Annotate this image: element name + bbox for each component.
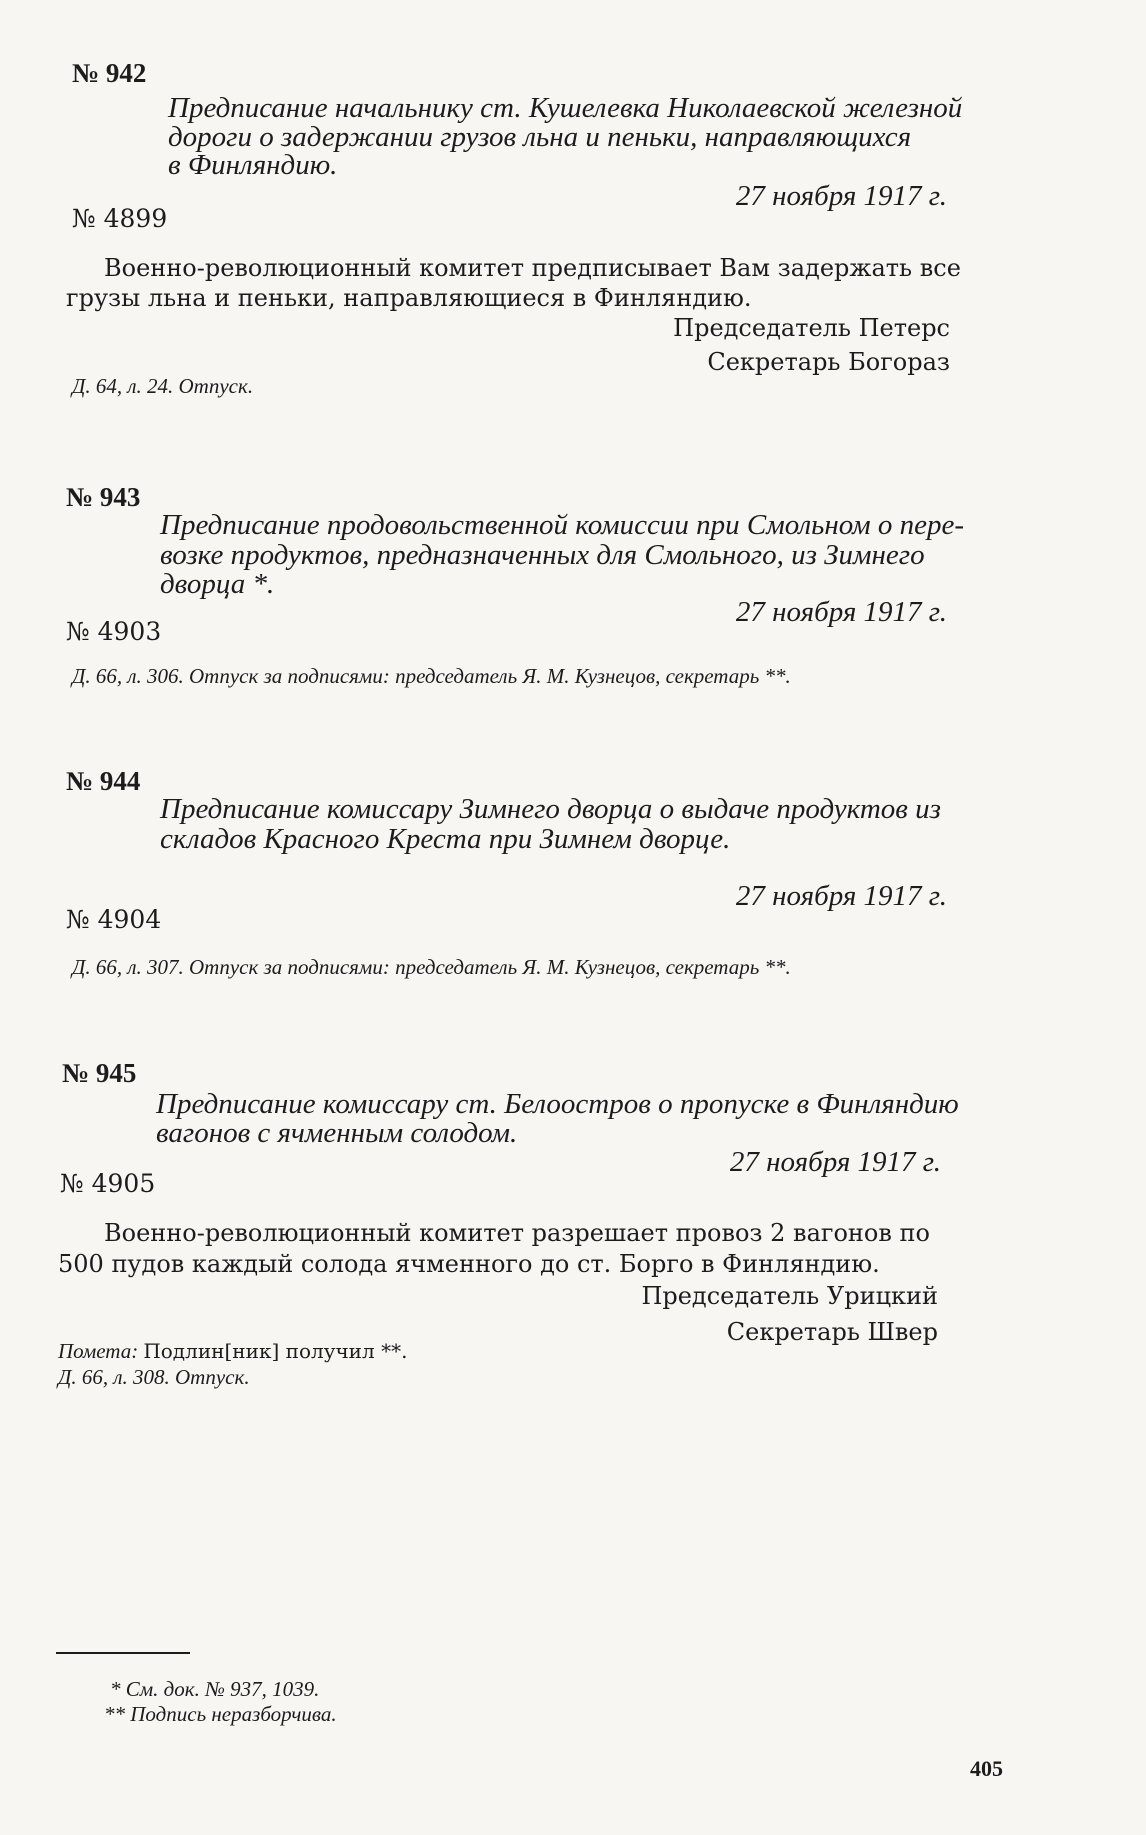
signature-chairman: Председатель Урицкий [641, 1282, 938, 1310]
doc-number: № 943 [66, 482, 141, 512]
doc-body-line: 500 пудов каждый солода ячменного до ст. Борго в Финляндию. [58, 1250, 880, 1278]
footnote-divider [56, 1652, 190, 1654]
doc-title-line: дороги о задержании грузов льна и пеньки, направляющихся [168, 121, 912, 153]
doc-title-line: дворца *. [160, 568, 275, 600]
footnote: ** Подпись неразборчива. [104, 1702, 337, 1726]
doc-body-line: грузы льна и пеньки, направляющиеся в Финляндию. [66, 284, 752, 312]
doc-title-line: возке продуктов, предназначенных для Смольного, из Зимнего [160, 539, 925, 571]
doc-title-line: складов Красного Креста при Зимнем дворце. [160, 823, 731, 855]
doc-title-line: Предписание комиссару ст. Белоостров о пропуске в Финляндию [156, 1088, 959, 1120]
archive-reference: Д. 64, л. 24. Отпуск. [72, 374, 254, 398]
signature-secretary: Секретарь Швер [726, 1318, 938, 1346]
footnote: * См. док. № 937, 1039. [110, 1677, 320, 1701]
doc-reg-number: № 4905 [60, 1169, 156, 1198]
doc-reg-number: № 4904 [66, 905, 162, 934]
doc-reg-number: № 4903 [66, 617, 162, 646]
doc-body-line: Военно-революционный комитет разрешает провоз 2 вагонов по [104, 1219, 930, 1247]
doc-date: 27 ноября 1917 г. [735, 880, 947, 912]
note-label: Помета: [58, 1339, 139, 1363]
doc-date: 27 ноября 1917 г. [735, 596, 947, 628]
doc-body-line: Военно-революционный комитет предписывает Вам задержать все [104, 254, 961, 282]
doc-number: № 942 [72, 58, 147, 88]
note [58, 1339, 407, 1364]
signature-chairman: Председатель Петерс [673, 314, 950, 342]
doc-number: № 944 [66, 766, 141, 796]
doc-reg-number: № 4899 [72, 204, 168, 233]
note-text: Подлин[ник] получил **. [143, 1339, 408, 1363]
doc-number: № 945 [62, 1058, 137, 1088]
doc-title-line: вагонов с ячменным солодом. [156, 1117, 518, 1149]
doc-title-line: Предписание начальнику ст. Кушелевка Николаевской железной [168, 92, 963, 124]
doc-date: 27 ноября 1917 г. [729, 1146, 941, 1178]
page-number: 405 [970, 1756, 1003, 1781]
archive-reference: Д. 66, л. 306. Отпуск за подписями: председатель Я. М. Кузнецов, секретарь **. [72, 664, 791, 688]
signature-secretary: Секретарь Богораз [707, 348, 950, 376]
doc-title-line: Предписание продовольственной комиссии при Смольном о пере- [160, 509, 965, 541]
doc-date: 27 ноября 1917 г. [735, 180, 947, 212]
archive-reference: Д. 66, л. 308. Отпуск. [58, 1365, 250, 1389]
archive-reference: Д. 66, л. 307. Отпуск за подписями: председатель Я. М. Кузнецов, секретарь **. [72, 955, 791, 979]
doc-title-line: Предписание комиссару Зимнего дворца о выдаче продуктов из [160, 793, 941, 825]
doc-title-line: в Финляндию. [168, 149, 338, 181]
